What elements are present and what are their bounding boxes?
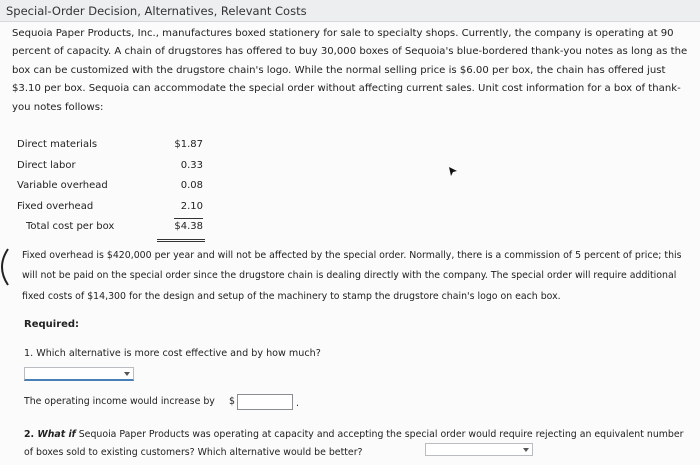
- question-2: [24, 426, 684, 462]
- alternative-select[interactable]: [24, 367, 134, 381]
- required-heading: Required:: [24, 319, 80, 330]
- operating-income-input[interactable]: [237, 394, 293, 410]
- unit-cost-table: [17, 136, 217, 239]
- chevron-down-icon: [523, 448, 529, 452]
- cost-row: [17, 136, 217, 157]
- problem-content: [0, 22, 700, 465]
- period-mark: .: [296, 398, 299, 409]
- cost-total-label: Total cost per box: [26, 221, 115, 232]
- page-header: [0, 0, 700, 22]
- cost-value: $1.87: [174, 139, 203, 150]
- cost-total-row: [17, 218, 217, 239]
- fixed-overhead-paragraph: Fixed overhead is $420,000 per year and will not be affected by the special order. Normally, there is a commission of 5 percent of price; this will not be paid on the special order since the drugstore chain is dealing directly with the company. The special order will require additional fixed costs of $14,300 for the design and setup of the machinery to stamp the drugstore chain's logo on each box.: [22, 250, 682, 302]
- mouse-cursor-icon: [448, 166, 458, 178]
- better-alternative-select[interactable]: [425, 443, 533, 456]
- q2-text: Sequoia Paper Products was operating at capacity and accepting the special order would require rejecting an equivalent number of boxes sold to existing customers? Which alternative would be better?: [24, 429, 684, 458]
- cost-label: Variable overhead: [17, 180, 108, 191]
- cost-value: 2.10: [180, 200, 203, 212]
- question-1: 1. Which alternative is more cost effective and by how much?: [24, 348, 321, 359]
- cost-row: [17, 177, 217, 198]
- cost-value: 0.08: [180, 180, 203, 191]
- q2-number: 2.: [24, 429, 38, 440]
- intro-paragraph: Sequoia Paper Products, Inc., manufactures boxed stationery for sale to specialty shops. Currently, the company is operating at 90 percent of capacity. A chain of drugstores has offered to buy 30,000 boxes of Sequoia's blue-bordered thank-you notes as long as the box can be customized with the drugstore chain's logo. While the normal selling price is $6.00 per box, the chain has offered just $3.10 per box. Sequoia can accommodate the special order without affecting current sales. Unit cost information for a box of thank-you notes follows:: [12, 28, 688, 113]
- operating-income-label: The operating income would increase by: [24, 396, 215, 407]
- currency-symbol: $: [229, 396, 235, 407]
- page-title: Special-Order Decision, Alternatives, Relevant Costs: [6, 4, 307, 18]
- cost-row: [17, 157, 217, 178]
- cost-row: [17, 198, 217, 219]
- cost-value: 0.33: [180, 159, 203, 171]
- left-bracket-icon: [0, 247, 12, 287]
- double-underline: [157, 239, 205, 242]
- q2-what-if: What if: [37, 429, 76, 440]
- chevron-down-icon: [124, 372, 130, 376]
- cost-label: Fixed overhead: [17, 200, 94, 212]
- cost-label: Direct labor: [17, 159, 76, 171]
- cost-label: Direct materials: [17, 139, 98, 150]
- cost-total-value: $4.38: [174, 218, 203, 232]
